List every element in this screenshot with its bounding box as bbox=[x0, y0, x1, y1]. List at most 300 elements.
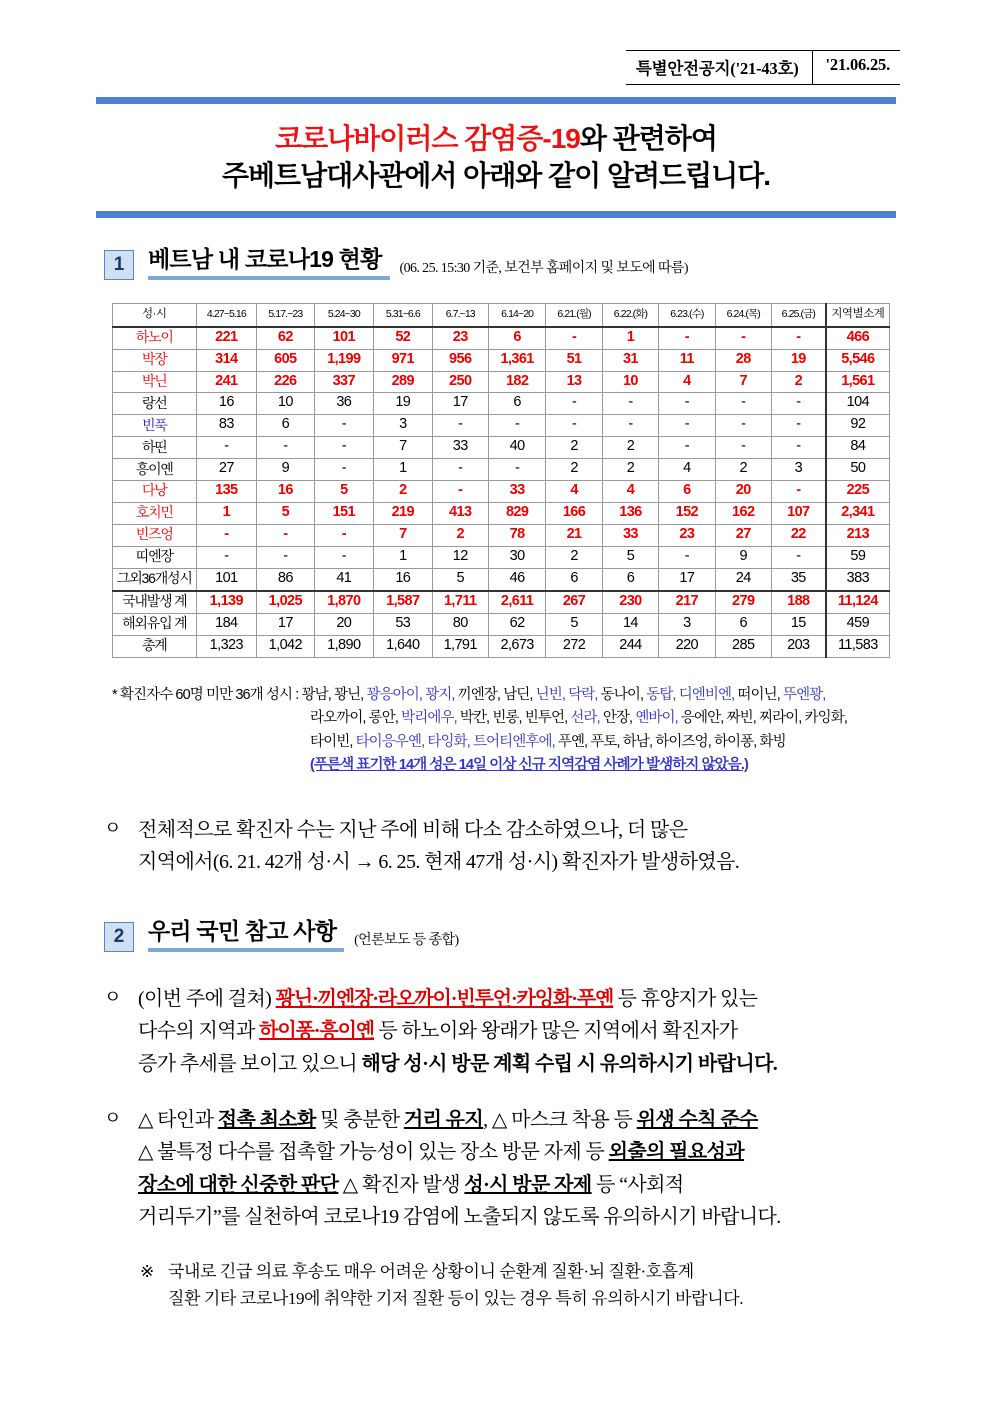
table-cell: 17 bbox=[432, 393, 488, 415]
table-cell: 152 bbox=[659, 503, 715, 525]
table-cell: 46 bbox=[488, 568, 545, 590]
table-cell: 2,673 bbox=[488, 635, 545, 657]
table-cell: 6 bbox=[715, 613, 771, 635]
table-cell: 1,890 bbox=[314, 635, 374, 657]
paragraph-precautions-text bbox=[104, 1104, 904, 1234]
table-cell: 279 bbox=[715, 591, 771, 613]
table-cell: - bbox=[715, 393, 771, 415]
table-cell: - bbox=[488, 459, 545, 481]
table-cell: - bbox=[602, 415, 658, 437]
table-cell: 5 bbox=[432, 568, 488, 590]
table-cell: 5 bbox=[546, 613, 602, 635]
table-row bbox=[113, 525, 890, 547]
table-cell: - bbox=[659, 437, 715, 459]
table-cell: 35 bbox=[771, 568, 825, 590]
table-cell: 244 bbox=[602, 635, 658, 657]
row-subtotal: 92 bbox=[826, 415, 890, 437]
title-banner bbox=[96, 97, 896, 218]
table-cell: 16 bbox=[374, 568, 432, 590]
table-cell: 20 bbox=[715, 481, 771, 503]
table-cell: - bbox=[546, 327, 602, 349]
table-cell: 829 bbox=[488, 503, 545, 525]
table-cell: 250 bbox=[432, 371, 488, 393]
table-cell: 78 bbox=[488, 525, 545, 547]
table-cell: - bbox=[602, 393, 658, 415]
table-cell: 80 bbox=[432, 613, 488, 635]
fn2d: 응에안, 짜빈, 찌라이, 카잉화, bbox=[677, 710, 847, 727]
table-cell: 5 bbox=[314, 481, 374, 503]
table-cell: 267 bbox=[546, 591, 602, 613]
table-cell: 2 bbox=[715, 459, 771, 481]
table-cell: 86 bbox=[257, 568, 314, 590]
table-cell: 11 bbox=[659, 349, 715, 371]
table-cell: 337 bbox=[314, 371, 374, 393]
fn1-blue-3: 동탑, 디엔비엔, bbox=[646, 687, 735, 703]
table-cell: 17 bbox=[659, 568, 715, 590]
table-row bbox=[113, 635, 890, 657]
footnote-blue-note: (푸른색 표기한 14개 성은 14일 이상 신규 지역감염 사례가 발생하지 않았음.) bbox=[310, 757, 748, 774]
table-cell: 4 bbox=[659, 459, 715, 481]
paragraph-summary-text bbox=[104, 814, 904, 879]
p3l3b: 등 “사회적 bbox=[591, 1173, 684, 1196]
table-row bbox=[113, 591, 890, 613]
table-cell: - bbox=[771, 393, 825, 415]
row-subtotal: 84 bbox=[826, 437, 890, 459]
covid-stats-table-wrapper bbox=[112, 303, 890, 658]
table-cell: - bbox=[546, 393, 602, 415]
table-cell: 226 bbox=[257, 371, 314, 393]
p2-line-3 bbox=[138, 1048, 904, 1080]
row-label: 흥이옌 bbox=[113, 459, 197, 481]
table-cell: 20 bbox=[314, 613, 374, 635]
table-cell: - bbox=[257, 547, 314, 569]
fn2c: 안장, bbox=[599, 710, 636, 727]
col-header-5: 6.7.~13 bbox=[432, 304, 488, 327]
table-row bbox=[113, 613, 890, 635]
table-footnote bbox=[112, 684, 902, 778]
table-cell: 107 bbox=[771, 503, 825, 525]
row-label: 다낭 bbox=[113, 481, 197, 503]
row-label: 그외36개성시 bbox=[113, 568, 197, 590]
col-header-10: 6.24.(목) bbox=[715, 304, 771, 327]
table-cell: 2 bbox=[602, 437, 658, 459]
table-cell: - bbox=[257, 525, 314, 547]
table-row bbox=[113, 371, 890, 393]
table-cell: 272 bbox=[546, 635, 602, 657]
fn3b: 푸옌, 푸토, 하남, 하이즈엉, 하이퐁, 화빙 bbox=[554, 733, 786, 750]
table-cell: - bbox=[196, 437, 257, 459]
col-header-2: 5.17.~23 bbox=[257, 304, 314, 327]
table-cell: 22 bbox=[771, 525, 825, 547]
p2l2a: 다수의 지역과 bbox=[138, 1020, 260, 1043]
p2l1b: 등 휴양지가 있는 bbox=[613, 988, 758, 1010]
row-subtotal: 2,341 bbox=[826, 503, 890, 525]
table-cell: 2 bbox=[432, 525, 488, 547]
table-body bbox=[113, 327, 890, 658]
table-cell: 413 bbox=[432, 503, 488, 525]
table-cell: 9 bbox=[715, 547, 771, 569]
table-cell: 217 bbox=[659, 591, 715, 613]
p2-red-regions-2: 하이퐁·흥이옌 bbox=[259, 1020, 375, 1043]
p3l3a: △ 확진자 발생 bbox=[338, 1173, 465, 1196]
paragraph-summary bbox=[104, 814, 904, 879]
table-cell: 33 bbox=[432, 437, 488, 459]
table-cell: 10 bbox=[257, 393, 314, 415]
table-cell: 162 bbox=[715, 503, 771, 525]
p1-line-2: 지역에서(6. 21. 42개 성·시 → 6. 25. 현재 47개 성·시) 확진자가 발생하였음. bbox=[138, 851, 740, 874]
table-cell: - bbox=[771, 437, 825, 459]
row-label: 호치민 bbox=[113, 503, 197, 525]
notice-date: '21.06.25. bbox=[825, 55, 890, 74]
fn2b: 박칸, 빈롱, 빈투언, bbox=[456, 710, 571, 727]
table-row bbox=[113, 503, 890, 525]
table-cell: 1 bbox=[602, 327, 658, 349]
row-label: 띠엔장 bbox=[113, 547, 197, 569]
row-subtotal: 466 bbox=[826, 327, 890, 349]
table-cell: 24 bbox=[715, 568, 771, 590]
table-cell: 2 bbox=[602, 459, 658, 481]
p3-emph-contact: 접촉 최소화 bbox=[217, 1109, 316, 1131]
col-header-4: 5.31~6.6 bbox=[374, 304, 432, 327]
p3l1b: 및 충분한 bbox=[315, 1109, 404, 1131]
title-black-part: 와 관련하여 bbox=[579, 123, 717, 154]
table-cell: 10 bbox=[602, 371, 658, 393]
p2l1a: (이번 주에 걸쳐) bbox=[138, 988, 276, 1010]
title-line-1 bbox=[96, 121, 896, 158]
table-cell: 2 bbox=[374, 481, 432, 503]
covid-stats-table bbox=[112, 303, 890, 658]
table-cell: - bbox=[715, 415, 771, 437]
row-subtotal: 383 bbox=[826, 568, 890, 590]
table-cell: 40 bbox=[488, 437, 545, 459]
table-row bbox=[113, 349, 890, 371]
table-cell: 19 bbox=[374, 393, 432, 415]
fn1b: 끼엔장, 남딘, bbox=[454, 687, 536, 703]
table-cell: 7 bbox=[715, 371, 771, 393]
table-row bbox=[113, 459, 890, 481]
p2-line-1 bbox=[138, 983, 904, 1015]
p3-line-4: 거리두기”를 실천하여 코로나19 감염에 노출되지 않도록 유의하시기 바랍니다. bbox=[138, 1206, 781, 1229]
row-label: 랑선 bbox=[113, 393, 197, 415]
table-cell: 956 bbox=[432, 349, 488, 371]
title-red-part: 코로나바이러스 감염증-19 bbox=[275, 123, 580, 154]
row-label: 박닌 bbox=[113, 371, 197, 393]
table-cell: 1 bbox=[374, 547, 432, 569]
fn3-blue-1: 타이응우옌, 타잉화, 트어티엔후에, bbox=[355, 733, 555, 750]
col-header-8: 6.22.(화) bbox=[602, 304, 658, 327]
section-1-heading bbox=[104, 246, 688, 280]
table-cell: 33 bbox=[488, 481, 545, 503]
table-cell: 41 bbox=[314, 568, 374, 590]
table-cell: 4 bbox=[602, 481, 658, 503]
p3-emph-avoid-visit: 성·시 방문 자제 bbox=[464, 1173, 592, 1196]
table-cell: 135 bbox=[196, 481, 257, 503]
table-cell: - bbox=[715, 437, 771, 459]
banner-bottom-rule bbox=[96, 211, 896, 218]
table-cell: 1,139 bbox=[196, 591, 257, 613]
p3-emph-distance: 거리 유지 bbox=[403, 1109, 484, 1131]
table-cell: 31 bbox=[602, 349, 658, 371]
table-cell: 23 bbox=[432, 327, 488, 349]
table-cell: 7 bbox=[374, 525, 432, 547]
col-header-7: 6.21.(월) bbox=[546, 304, 602, 327]
table-cell: 17 bbox=[257, 613, 314, 635]
section-1-title: 베트남 내 코로나19 현황 bbox=[148, 246, 390, 280]
table-cell: 184 bbox=[196, 613, 257, 635]
p2-line-2 bbox=[138, 1015, 904, 1047]
table-cell: 1,025 bbox=[257, 591, 314, 613]
table-cell: 6 bbox=[602, 568, 658, 590]
footnote-line-2 bbox=[112, 707, 902, 730]
fn2-blue-2: 선라, bbox=[570, 710, 600, 727]
table-header-row bbox=[113, 304, 890, 327]
table-cell: 6 bbox=[546, 568, 602, 590]
table-cell: - bbox=[546, 415, 602, 437]
p3-line-1 bbox=[138, 1104, 904, 1136]
table-cell: 1,199 bbox=[314, 349, 374, 371]
row-subtotal: 1,561 bbox=[826, 371, 890, 393]
table-cell: 1,323 bbox=[196, 635, 257, 657]
table-cell: 6 bbox=[257, 415, 314, 437]
table-cell: 53 bbox=[374, 613, 432, 635]
table-cell: 188 bbox=[771, 591, 825, 613]
note-mark-icon: ※ bbox=[140, 1262, 154, 1281]
fn1d: 떠이닌, bbox=[734, 687, 783, 703]
table-cell: - bbox=[314, 525, 374, 547]
table-cell: 36 bbox=[314, 393, 374, 415]
table-cell: 2,611 bbox=[488, 591, 545, 613]
row-subtotal: 59 bbox=[826, 547, 890, 569]
paragraph-resort-regions bbox=[104, 983, 904, 1080]
table-cell: - bbox=[432, 459, 488, 481]
table-cell: 16 bbox=[196, 393, 257, 415]
table-cell: 285 bbox=[715, 635, 771, 657]
table-cell: 605 bbox=[257, 349, 314, 371]
paragraph-precautions bbox=[104, 1104, 904, 1234]
section-1-subtitle: (06. 25. 15:30 기준, 보건부 홈페이지 및 보도에 따름) bbox=[399, 260, 688, 276]
row-label: 총계 bbox=[113, 635, 197, 657]
table-cell: 1,587 bbox=[374, 591, 432, 613]
table-cell: 1,640 bbox=[374, 635, 432, 657]
table-cell: - bbox=[659, 547, 715, 569]
section-1-number: 1 bbox=[104, 250, 134, 280]
table-cell: - bbox=[771, 481, 825, 503]
table-row bbox=[113, 437, 890, 459]
col-header-9: 6.23.(수) bbox=[659, 304, 715, 327]
p3l2a: △ 불특정 다수를 접촉할 가능성이 있는 장소 방문 자제 등 bbox=[138, 1141, 609, 1164]
row-subtotal: 5,546 bbox=[826, 349, 890, 371]
table-cell: 4 bbox=[546, 481, 602, 503]
col-header-6: 6.14~20 bbox=[488, 304, 545, 327]
table-cell: 221 bbox=[196, 327, 257, 349]
table-cell: 33 bbox=[602, 525, 658, 547]
section-2-subtitle: (언론보도 등 종합) bbox=[354, 932, 459, 948]
table-cell: 14 bbox=[602, 613, 658, 635]
table-cell: - bbox=[432, 481, 488, 503]
row-label: 해외유입 계 bbox=[113, 613, 197, 635]
p2l3a: 증가 추세를 보이고 있으니 bbox=[138, 1052, 362, 1075]
table-cell: 52 bbox=[374, 327, 432, 349]
table-cell: 1,042 bbox=[257, 635, 314, 657]
table-cell: - bbox=[196, 547, 257, 569]
p3-emph-judgement: 장소에 대한 신중한 판단 bbox=[138, 1173, 339, 1196]
title-line-2: 주베트남대사관에서 아래와 같이 알려드립니다. bbox=[221, 159, 771, 191]
fn1c: 동나이, bbox=[597, 687, 647, 703]
row-label: 박장 bbox=[113, 349, 197, 371]
table-cell: - bbox=[659, 327, 715, 349]
fn2a: 라오까이, 롱안, bbox=[310, 710, 402, 727]
table-cell: 101 bbox=[196, 568, 257, 590]
col-header-1: 4.27~5.16 bbox=[196, 304, 257, 327]
table-cell: 21 bbox=[546, 525, 602, 547]
table-row bbox=[113, 547, 890, 569]
col-header-11: 6.25.(금) bbox=[771, 304, 825, 327]
bullet-marker: ㅇ bbox=[104, 1108, 121, 1128]
p3-emph-hygiene: 위생 수칙 준수 bbox=[636, 1109, 758, 1131]
footnote-prefix: * 확진자수 60명 미만 36개 성시 : bbox=[112, 687, 302, 703]
fn2-blue-1: 박리에우, bbox=[401, 710, 457, 727]
table-cell: 62 bbox=[257, 327, 314, 349]
table-cell: 136 bbox=[602, 503, 658, 525]
page-title bbox=[96, 104, 896, 211]
fn2-blue-3: 옌바이, bbox=[635, 710, 678, 727]
table-row bbox=[113, 327, 890, 349]
row-subtotal: 104 bbox=[826, 393, 890, 415]
table-cell: - bbox=[196, 525, 257, 547]
p2-bold-advice: 해당 성·시 방문 계획 수립 시 유의하시기 바랍니다. bbox=[361, 1052, 778, 1075]
fn3a: 타이빈, bbox=[310, 733, 356, 750]
row-subtotal: 50 bbox=[826, 459, 890, 481]
document-header bbox=[626, 50, 900, 85]
fn1-blue-1: 꽝응아이, 꽝지, bbox=[366, 687, 455, 703]
table-cell: 289 bbox=[374, 371, 432, 393]
table-row bbox=[113, 568, 890, 590]
table-cell: 219 bbox=[374, 503, 432, 525]
table-cell: - bbox=[659, 415, 715, 437]
footnote-line-4 bbox=[112, 754, 902, 777]
row-label: 빈푹 bbox=[113, 415, 197, 437]
bullet-marker: ㅇ bbox=[104, 818, 121, 838]
table-cell: - bbox=[771, 547, 825, 569]
table-cell: 241 bbox=[196, 371, 257, 393]
table-cell: 3 bbox=[659, 613, 715, 635]
table-cell: 2 bbox=[546, 437, 602, 459]
p3-line-3 bbox=[138, 1169, 904, 1201]
table-cell: 62 bbox=[488, 613, 545, 635]
table-cell: - bbox=[771, 415, 825, 437]
section-2-title: 우리 국민 참고 사항 bbox=[148, 918, 344, 952]
table-cell: - bbox=[432, 415, 488, 437]
row-subtotal: 225 bbox=[826, 481, 890, 503]
table-cell: - bbox=[314, 437, 374, 459]
table-cell: 51 bbox=[546, 349, 602, 371]
table-cell: 12 bbox=[432, 547, 488, 569]
table-cell: 13 bbox=[546, 371, 602, 393]
row-label: 국내발생 계 bbox=[113, 591, 197, 613]
table-cell: 7 bbox=[374, 437, 432, 459]
table-cell: 220 bbox=[659, 635, 715, 657]
table-cell: 9 bbox=[257, 459, 314, 481]
footnote-line-1 bbox=[112, 684, 902, 707]
fn1-blue-2: 닌빈, 닥락, bbox=[535, 687, 598, 703]
table-cell: 203 bbox=[771, 635, 825, 657]
table-cell: 151 bbox=[314, 503, 374, 525]
p1-line-1: 전체적으로 확진자 수는 지난 주에 비해 다소 감소하였으나, 더 많은 bbox=[138, 819, 688, 841]
table-cell: 2 bbox=[546, 547, 602, 569]
table-cell: 6 bbox=[659, 481, 715, 503]
table-cell: - bbox=[314, 459, 374, 481]
table-cell: 27 bbox=[196, 459, 257, 481]
p3l1c: , △ 마스크 착용 등 bbox=[483, 1109, 637, 1131]
table-cell: - bbox=[314, 415, 374, 437]
row-subtotal: 213 bbox=[826, 525, 890, 547]
section-2-heading bbox=[104, 918, 459, 952]
fn1-blue-4: 뚜엔꽝, bbox=[782, 687, 826, 703]
table-cell: - bbox=[715, 327, 771, 349]
row-label: 빈즈엉 bbox=[113, 525, 197, 547]
col-header-subtotal: 지역별소계 bbox=[826, 304, 890, 327]
table-cell: 23 bbox=[659, 525, 715, 547]
row-subtotal: 11,124 bbox=[826, 591, 890, 613]
medical-note bbox=[140, 1258, 910, 1312]
table-cell: 6 bbox=[488, 393, 545, 415]
table-cell: 1,711 bbox=[432, 591, 488, 613]
table-cell: - bbox=[257, 437, 314, 459]
table-cell: 101 bbox=[314, 327, 374, 349]
table-cell: 19 bbox=[771, 349, 825, 371]
table-cell: - bbox=[659, 393, 715, 415]
bullet-marker: ㅇ bbox=[104, 987, 121, 1007]
table-cell: 314 bbox=[196, 349, 257, 371]
table-cell: 2 bbox=[546, 459, 602, 481]
p2-red-regions-1: 꽝닌·끼엔장·라오까이·빈투언·카잉화·푸옌 bbox=[275, 988, 614, 1010]
table-cell: 230 bbox=[602, 591, 658, 613]
table-row bbox=[113, 481, 890, 503]
p2l2b: 등 하노이와 왕래가 많은 지역에서 확진자가 bbox=[374, 1020, 738, 1043]
row-label: 하띤 bbox=[113, 437, 197, 459]
table-cell: - bbox=[771, 327, 825, 349]
table-cell: 4 bbox=[659, 371, 715, 393]
table-cell: 1 bbox=[196, 503, 257, 525]
note-line-1: 국내로 긴급 의료 후송도 매우 어려운 상황이니 순환계 질환·뇌 질환·호흡계 bbox=[168, 1262, 694, 1281]
table-cell: 83 bbox=[196, 415, 257, 437]
note-line-2: 질환 기타 코로나19에 취약한 기저 질환 등이 있는 경우 특히 유의하시기 바랍니다. bbox=[168, 1289, 744, 1309]
table-cell: 3 bbox=[374, 415, 432, 437]
p3-emph-outing: 외출의 필요성과 bbox=[608, 1141, 745, 1164]
table-cell: 182 bbox=[488, 371, 545, 393]
row-label: 하노이 bbox=[113, 327, 197, 349]
table-cell: 3 bbox=[771, 459, 825, 481]
table-cell: 5 bbox=[257, 503, 314, 525]
col-header-3: 5.24~30 bbox=[314, 304, 374, 327]
table-cell: 30 bbox=[488, 547, 545, 569]
table-cell: 16 bbox=[257, 481, 314, 503]
table-cell: 27 bbox=[715, 525, 771, 547]
table-cell: 166 bbox=[546, 503, 602, 525]
col-header-region: 성·시 bbox=[113, 304, 197, 327]
fn1a: 꽝남, 꽝닌, bbox=[301, 687, 367, 703]
p3l1a: △ 타인과 bbox=[138, 1109, 218, 1131]
table-cell: 1,791 bbox=[432, 635, 488, 657]
row-subtotal: 459 bbox=[826, 613, 890, 635]
table-cell: 28 bbox=[715, 349, 771, 371]
footnote-line-3 bbox=[112, 731, 902, 754]
table-row bbox=[113, 415, 890, 437]
table-cell: 15 bbox=[771, 613, 825, 635]
table-cell: 6 bbox=[488, 327, 545, 349]
paragraph-resort-text bbox=[104, 983, 904, 1080]
table-cell: 971 bbox=[374, 349, 432, 371]
